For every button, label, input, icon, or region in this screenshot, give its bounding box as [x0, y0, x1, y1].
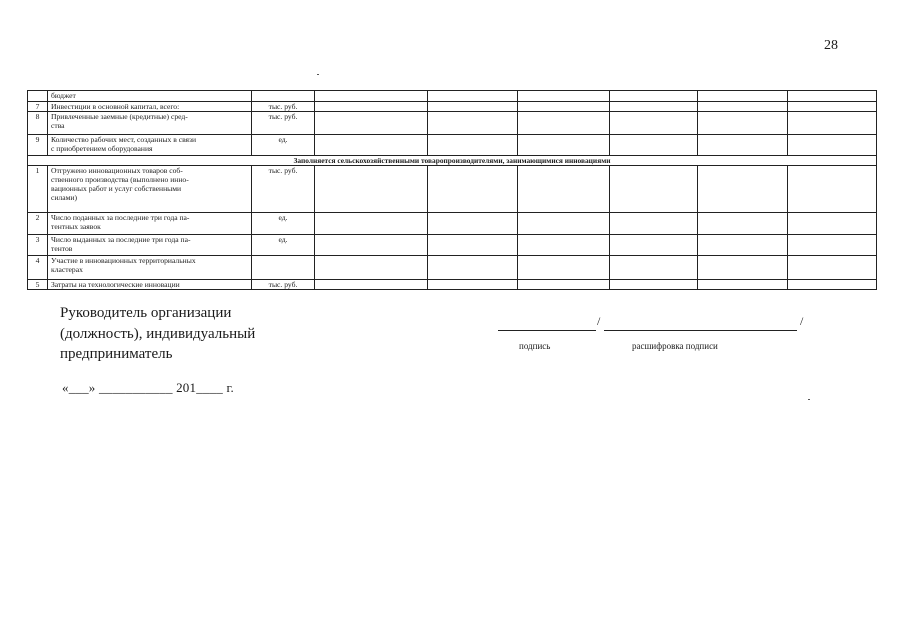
indicator-name — [48, 112, 252, 135]
value-cell[interactable] — [788, 91, 877, 102]
row-number: 1 — [28, 166, 48, 213]
value-cell[interactable] — [698, 112, 788, 135]
value-cell[interactable] — [610, 256, 698, 280]
unit-cell: тыс. руб. — [252, 166, 315, 213]
value-cell[interactable] — [788, 112, 877, 135]
section-header-row — [28, 156, 877, 166]
indicator-name — [48, 91, 252, 102]
unit-cell: тыс. руб. — [252, 112, 315, 135]
row-number — [28, 91, 48, 102]
value-cell[interactable] — [428, 235, 518, 256]
row-number: 4 — [28, 256, 48, 280]
table-row — [28, 280, 877, 290]
value-cell[interactable] — [428, 280, 518, 290]
value-cell[interactable] — [518, 166, 610, 213]
value-cell[interactable] — [315, 256, 428, 280]
row-number: 2 — [28, 213, 48, 235]
value-cell[interactable] — [428, 102, 518, 112]
indicator-name-line: ственного производства (выполнено инно- — [51, 175, 189, 184]
indicator-name-line: Количество рабочих мест, созданных в связи — [51, 135, 197, 144]
value-cell[interactable] — [428, 91, 518, 102]
value-cell[interactable] — [698, 213, 788, 235]
value-cell[interactable] — [788, 135, 877, 156]
signature-caption: подпись — [519, 341, 551, 351]
indicator-name-line: с приобретением оборудования — [51, 144, 153, 153]
unit-cell — [252, 256, 315, 280]
value-cell[interactable] — [698, 102, 788, 112]
unit-cell: тыс. руб. — [252, 280, 315, 290]
value-cell[interactable] — [315, 280, 428, 290]
signature-decoding-caption: расшифровка подписи — [632, 341, 718, 351]
value-cell[interactable] — [315, 91, 428, 102]
value-cell[interactable] — [788, 166, 877, 213]
value-cell[interactable] — [610, 213, 698, 235]
unit-cell: ед. — [252, 213, 315, 235]
indicator-name-line: тентных заявок — [51, 222, 101, 231]
indicator-name — [48, 166, 252, 213]
section-header: Заполняется сельскохозяйственными товаропроизводителями, занимающимися инновациями — [28, 156, 877, 166]
indicator-name-line: Отгружено инновационных товаров соб- — [51, 166, 183, 175]
indicator-name-line: Число поданных за последние три года па- — [51, 213, 190, 222]
value-cell[interactable] — [315, 235, 428, 256]
row-number: 7 — [28, 102, 48, 112]
indicator-name-line: вационных работ и услуг собственными — [51, 184, 182, 193]
date-field[interactable]: «___» ___________ 201____ г. — [62, 380, 234, 395]
table-row — [28, 213, 877, 235]
value-cell[interactable] — [610, 280, 698, 290]
indicator-name-line: тентов — [51, 244, 73, 253]
indicator-name — [48, 280, 252, 290]
row-number: 5 — [28, 280, 48, 290]
value-cell[interactable] — [698, 135, 788, 156]
value-cell[interactable] — [428, 256, 518, 280]
unit-cell: тыс. руб. — [252, 102, 315, 112]
page-number: 28 — [824, 38, 838, 53]
indicator-name-line: ства — [51, 121, 65, 130]
table-row — [28, 235, 877, 256]
indicator-name-line: Инвестиции в основной капитал, всего: — [51, 102, 180, 111]
value-cell[interactable] — [788, 280, 877, 290]
table-row — [28, 112, 877, 135]
row-number: 3 — [28, 235, 48, 256]
value-cell[interactable] — [315, 166, 428, 213]
value-cell[interactable] — [518, 235, 610, 256]
signatory-title-line: предприниматель — [60, 346, 173, 362]
indicator-name-line: бюджет — [51, 91, 76, 100]
value-cell[interactable] — [610, 102, 698, 112]
unit-cell — [252, 91, 315, 102]
unit-cell: ед. — [252, 235, 315, 256]
signature-end-slash: / — [800, 314, 804, 328]
value-cell[interactable] — [698, 280, 788, 290]
value-cell[interactable] — [315, 213, 428, 235]
value-cell[interactable] — [698, 166, 788, 213]
indicators-table — [27, 90, 877, 290]
table-row — [28, 256, 877, 280]
table-row — [28, 135, 877, 156]
value-cell[interactable] — [788, 235, 877, 256]
value-cell[interactable] — [788, 256, 877, 280]
table-row — [28, 166, 877, 213]
value-cell[interactable] — [315, 112, 428, 135]
value-cell[interactable] — [610, 166, 698, 213]
signatory-title-line: Руководитель организации — [60, 305, 232, 321]
value-cell[interactable] — [788, 213, 877, 235]
signatory-title-line: (должность), индивидуальный — [60, 325, 256, 342]
value-cell[interactable] — [518, 256, 610, 280]
row-number: 8 — [28, 112, 48, 135]
row-number: 9 — [28, 135, 48, 156]
value-cell[interactable] — [518, 280, 610, 290]
scan-speck — [808, 399, 810, 400]
value-cell[interactable] — [698, 235, 788, 256]
value-cell[interactable] — [610, 91, 698, 102]
indicator-name — [48, 256, 252, 280]
value-cell[interactable] — [518, 112, 610, 135]
table-body — [28, 91, 877, 290]
indicator-name-line: Привлеченные заемные (кредитные) сред- — [51, 112, 188, 121]
indicator-name — [48, 135, 252, 156]
indicator-name-line: силами) — [51, 193, 77, 202]
indicator-name — [48, 235, 252, 256]
indicator-name-line: Участие в инновационных территориальных — [51, 256, 196, 265]
value-cell[interactable] — [610, 112, 698, 135]
indicator-name-line: Затраты на технологические инновации — [51, 280, 180, 289]
scan-speck — [317, 74, 319, 75]
signature-line[interactable] — [498, 330, 596, 331]
value-cell[interactable] — [428, 135, 518, 156]
value-cell[interactable] — [788, 102, 877, 112]
value-cell[interactable] — [315, 135, 428, 156]
indicator-name — [48, 102, 252, 112]
signatory-title — [60, 303, 255, 365]
value-cell[interactable] — [518, 135, 610, 156]
value-cell[interactable] — [610, 235, 698, 256]
value-cell[interactable] — [518, 213, 610, 235]
indicator-name-line: Число выданных за последние три года па- — [51, 235, 191, 244]
value-cell[interactable] — [428, 166, 518, 213]
unit-cell: ед. — [252, 135, 315, 156]
signature-decoding-line[interactable] — [604, 330, 797, 331]
value-cell[interactable] — [315, 102, 428, 112]
value-cell[interactable] — [698, 256, 788, 280]
table-row — [28, 102, 877, 112]
table-row — [28, 91, 877, 102]
value-cell[interactable] — [428, 112, 518, 135]
value-cell[interactable] — [518, 102, 610, 112]
indicator-name — [48, 213, 252, 235]
value-cell[interactable] — [698, 91, 788, 102]
indicator-name-line: кластерах — [51, 265, 83, 274]
value-cell[interactable] — [428, 213, 518, 235]
value-cell[interactable] — [610, 135, 698, 156]
signature-slash: / — [597, 314, 601, 328]
value-cell[interactable] — [518, 91, 610, 102]
